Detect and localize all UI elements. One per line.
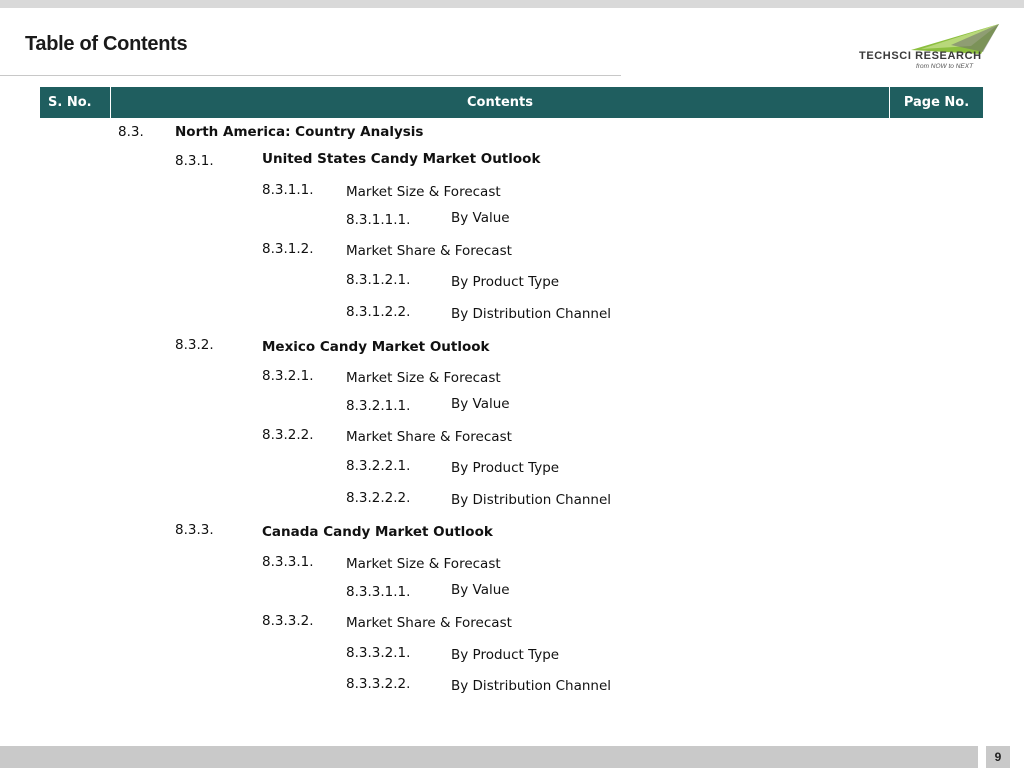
toc-entry-title: By Distribution Channel xyxy=(451,678,612,694)
toc-entry-title: Market Size & Forecast xyxy=(346,370,501,386)
toc-entry-number: 8.3.2.2. xyxy=(262,427,314,443)
toc-entry-number: 8.3.2.1. xyxy=(262,368,314,384)
toc-entry-number: 8.3.1.2.2. xyxy=(346,304,411,320)
toc-entry-title: United States Candy Market Outlook xyxy=(262,151,541,167)
toc-entry-number: 8.3.2.2.2. xyxy=(346,490,411,506)
toc-entry-title: By Distribution Channel xyxy=(451,306,612,322)
toc-entry-title: By Value xyxy=(451,396,510,412)
toc-entry-number: 8.3.1.1. xyxy=(262,182,314,198)
toc-entry-title: Canada Candy Market Outlook xyxy=(262,524,493,540)
toc-entry-number: 8.3.3.2.2. xyxy=(346,676,411,692)
toc-entry-title: By Product Type xyxy=(451,460,560,476)
toc-entry-number: 8.3.3.1. xyxy=(262,554,314,570)
toc-entry-number: 8.3. xyxy=(118,124,144,140)
toc-entry-number: 8.3.3.2.1. xyxy=(346,645,411,661)
footer-gap xyxy=(978,746,986,768)
toc-entry-number: 8.3.2.2.1. xyxy=(346,458,411,474)
toc-entry-title: Market Share & Forecast xyxy=(346,429,512,445)
footer-bar xyxy=(0,746,978,768)
toc-entry-title: By Value xyxy=(451,582,510,598)
toc-entry-number: 8.3.3.1.1. xyxy=(346,584,411,600)
logo-tagline: from NOW to NEXT xyxy=(916,63,974,70)
page-title: Table of Contents xyxy=(25,33,188,55)
title-divider xyxy=(0,75,621,76)
toc-entry-title: Market Size & Forecast xyxy=(346,556,501,572)
footer-end xyxy=(1010,746,1024,768)
toc-entry-number: 8.3.2.1.1. xyxy=(346,398,411,414)
company-logo xyxy=(856,24,1001,72)
column-header-page: Page No. xyxy=(890,87,983,118)
toc-entry-number: 8.3.1. xyxy=(175,153,214,169)
toc-entry-title: Market Share & Forecast xyxy=(346,615,512,631)
toc-entry-title: By Value xyxy=(451,210,510,226)
logo-wordmark: TECHSCI RESEARCH xyxy=(859,50,982,62)
toc-entry-number: 8.3.3. xyxy=(175,522,214,538)
toc-entry-title: North America: Country Analysis xyxy=(175,124,424,140)
toc-entry-number: 8.3.3.2. xyxy=(262,613,314,629)
column-header-contents: Contents xyxy=(111,87,889,118)
page-number: 9 xyxy=(986,746,1010,768)
toc-entry-title: Market Size & Forecast xyxy=(346,184,501,200)
toc-entry-title: By Product Type xyxy=(451,647,560,663)
toc-entry-number: 8.3.1.2.1. xyxy=(346,272,411,288)
top-strip xyxy=(0,0,1024,8)
toc-entry-number: 8.3.1.1.1. xyxy=(346,212,411,228)
toc-entry-title: Market Share & Forecast xyxy=(346,243,512,259)
column-header-sno: S. No. xyxy=(40,87,110,118)
toc-entry-title: By Distribution Channel xyxy=(451,492,612,508)
toc-entry-number: 8.3.1.2. xyxy=(262,241,314,257)
toc-entry-title: Mexico Candy Market Outlook xyxy=(262,339,490,355)
toc-entry-title: By Product Type xyxy=(451,274,560,290)
toc-entry-number: 8.3.2. xyxy=(175,337,214,353)
